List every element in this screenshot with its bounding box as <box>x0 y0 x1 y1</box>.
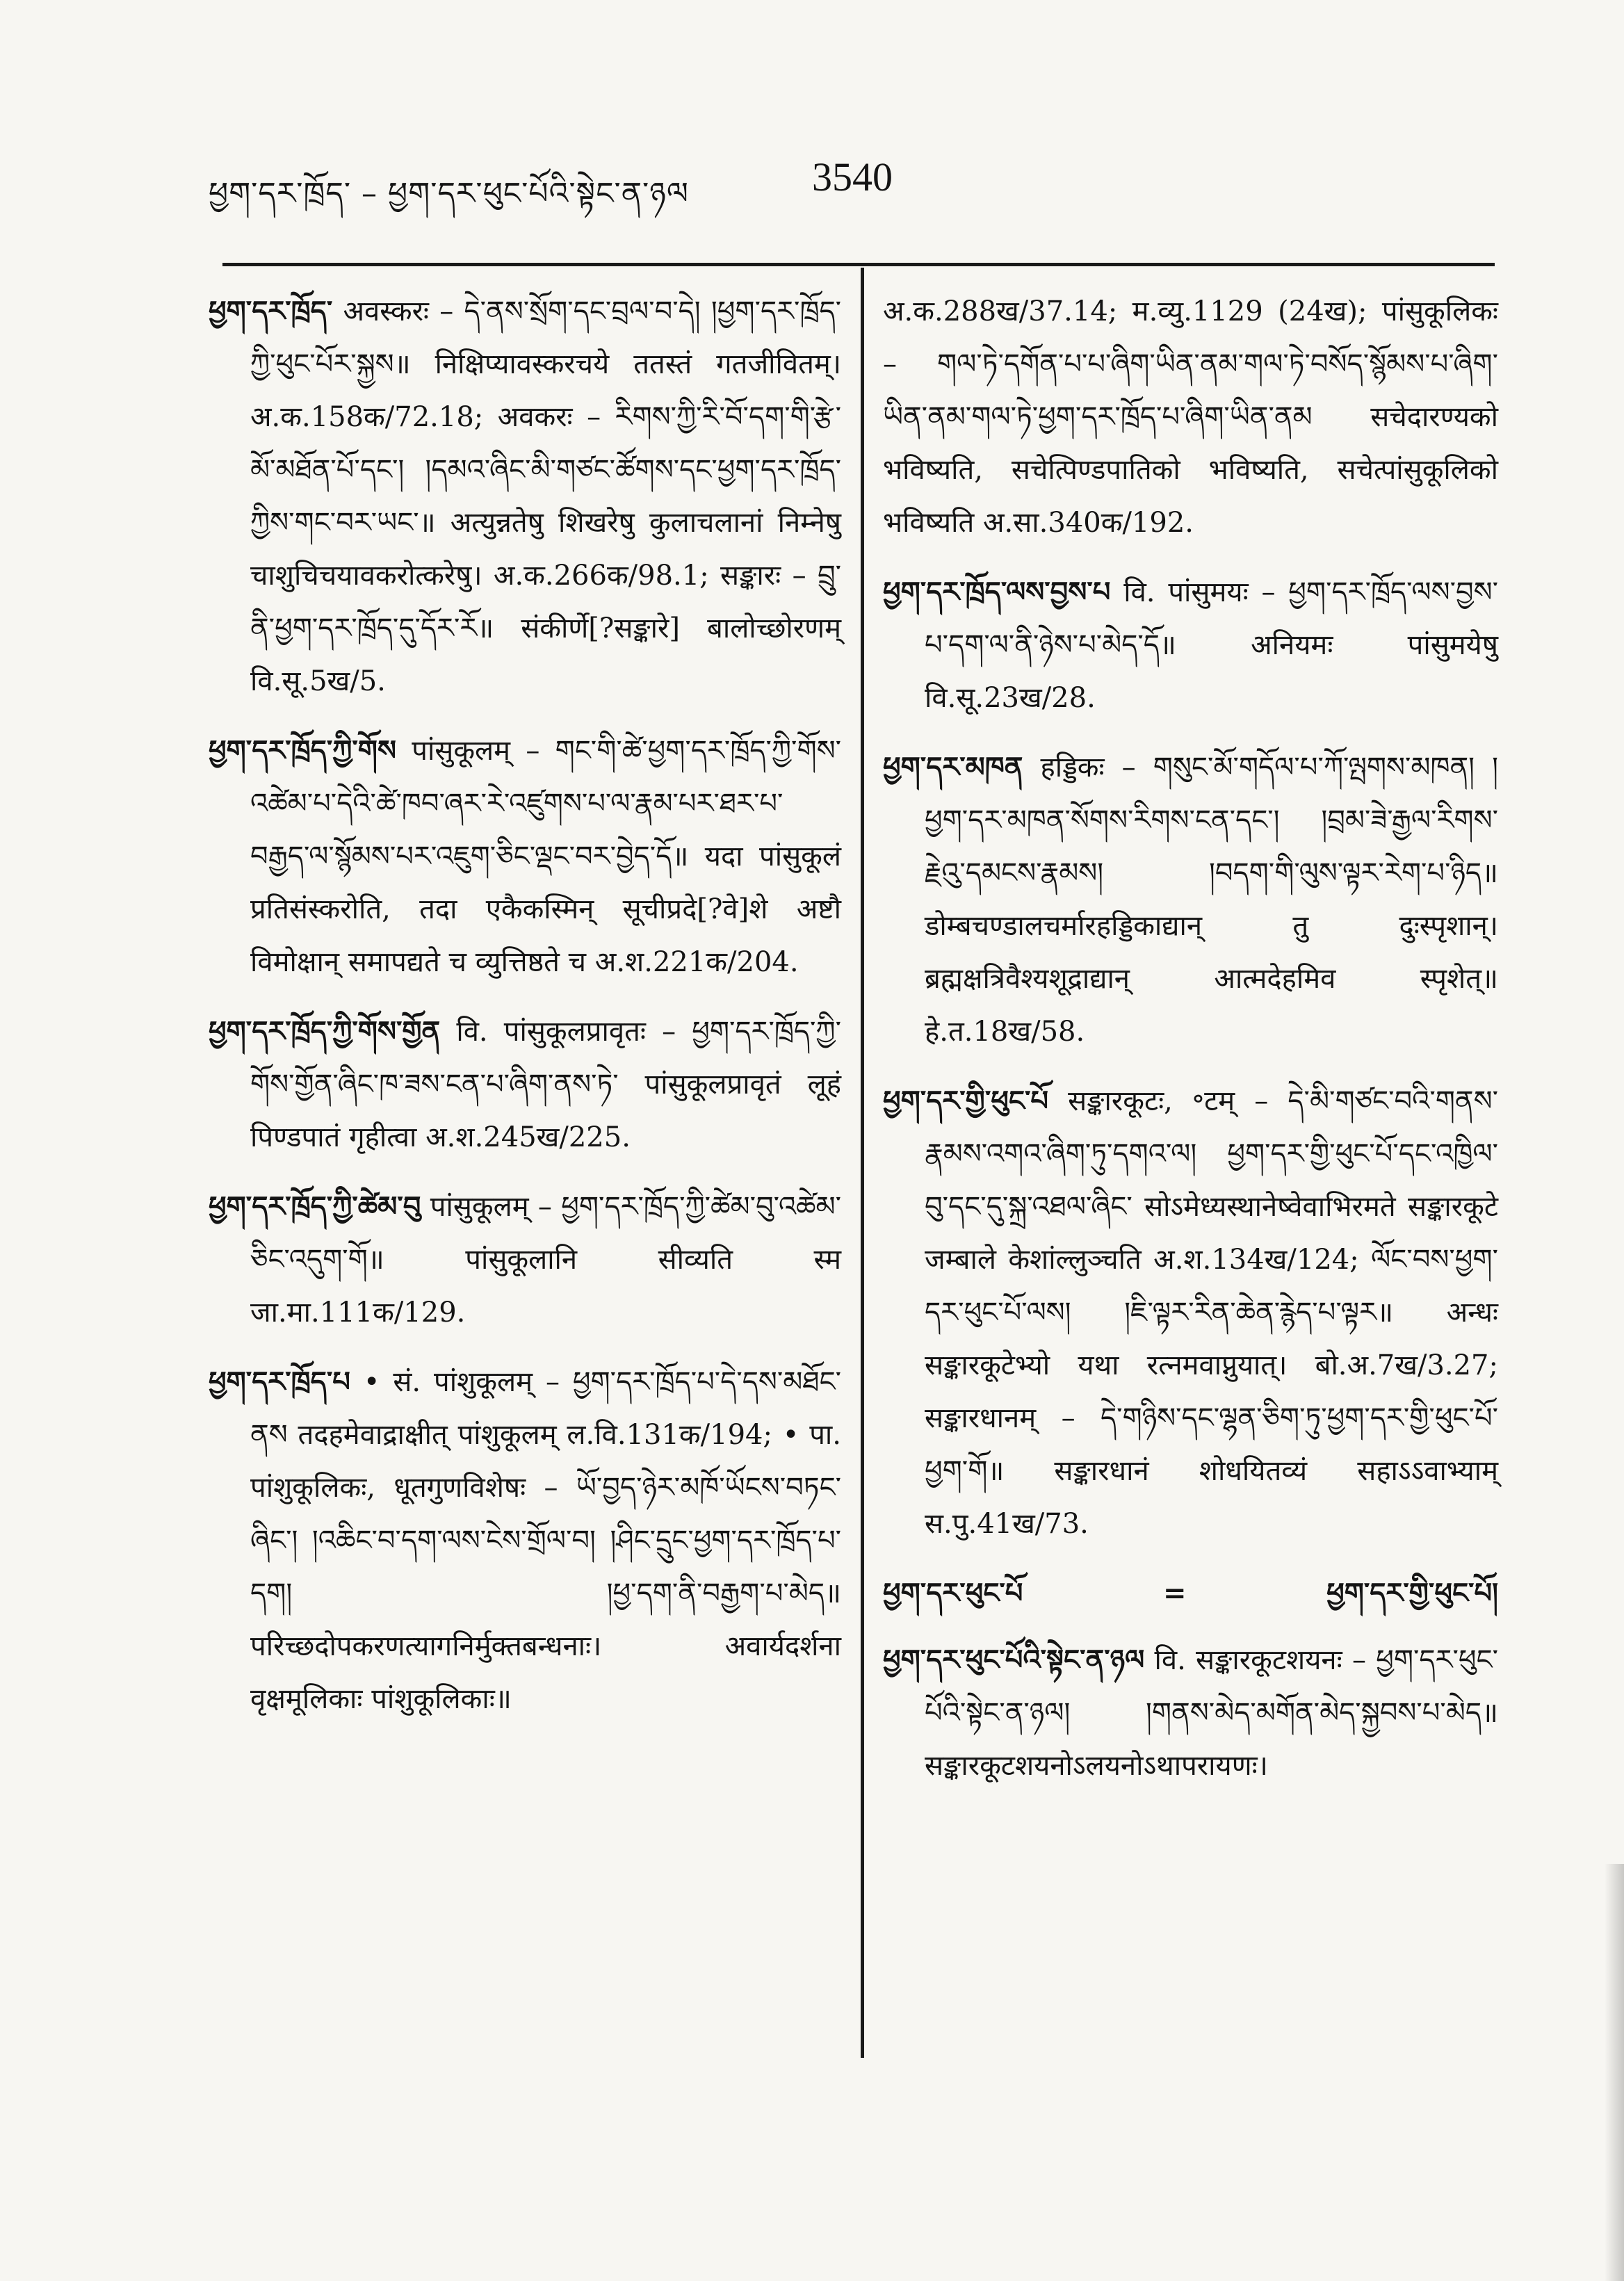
column-divider <box>861 268 864 2058</box>
right-column <box>883 285 1498 1809</box>
dictionary-entry <box>883 1634 1498 1792</box>
entry-text: पांसुकूलम् – ཕྱག་དར་ཁྲོད་ཀྱི་ཚེམ་བུ་འཚེམ་ཅིང་འདུག་གོ॥ पांसुकूलानि सीव्यति स्म जा.मा.111क/129. <box>250 1191 842 1329</box>
entry-text: • सं. पांशुकूलम् – ཕྱག་དར་ཁྲོད་པ་དེ་དས་མཐོང་ནས तदहमेवाद्राक्षीत् पांशुकूलम् ल.वि.131क/194; • पा. पांशुकूलिकः, धूतगुणविशेषः – ཡོ་བྱད་ཉེར་མཁོ་ཡོངས་བཏང་ཞིང་། །འཆིང་བ་དག་ལས་ངེས་གྲོལ་བ། །ཤིང་དྲུང་ཕྱག་དར་ཁྲོད་པ་དག། །ཕྱ་དག་ནི་བརྒྱག་པ་མེད॥ परिच्छदोपकरणत्यागनिर्मुक्तबन्धनाः। अवार्यदर्शना वृक्षमूलिकाः पांशुकूलिकाः॥ <box>250 1366 841 1715</box>
left-column <box>209 285 841 1742</box>
entry-text: वि. पांसुमयः – ཕྱག་དར་ཁྲོད་ལས་བྱས་པ་དག་ལ་ནི་ཉེས་པ་མེད་དོ॥ अनियमः पांसुमयेषु वि.सू.23ख/28. <box>925 576 1499 714</box>
entry-text: सङ्कारकूटः, ॰टम् – དེ་མི་གཙང་བའི་གནས་རྣམས་འགའ་ཞིག་ཏུ་དགའ་ལ། ཕྱག་དར་གྱི་ཕུང་པོ་དང་འཁྱིལ་བུ་དང་དུ་སྐྲ་འཐལ་ཞིང་ सोऽमेध्यस्थानेष्वेवाभिरमते सङ्कारकूटे जम्बाले केशांल्लुञ्चति अ.श.134ख/124; ལོང་བས་ཕྱག་དར་ཕུང་པོ་ལས། །ཇི་ལྟར་རིན་ཆེན་རྙེད་པ་ལྟར॥ अन्धः सङ्कारकूटेभ्यो यथा रत्नमवाप्नुयात्। बो.अ.7ख/3.27; सङ्कारधानम् – དེ་གཉིས་དང་ལྷན་ཅིག་ཏུ་ཕྱག་དར་གྱི་ཕུང་པོ་ཕྱག་གོ॥ सङ्कारधानं शोधयितव्यं सहाऽऽवाभ्याम् स.पु.41ख/73. <box>925 1085 1499 1540</box>
header-rule <box>222 263 1495 266</box>
entry-text: वि. सङ्कारकूटशयनः – ཕྱག་དར་ཕུང་པོའི་སྟེང་ན་ཉལ། །གནས་མེད་མགོན་མེད་སྐྱབས་པ་མེད॥ सङ्कारकूटशयनोऽलयनोऽथापरायणः। <box>925 1644 1498 1782</box>
cross-reference <box>883 1567 1498 1620</box>
xref-to: ཕྱག་དར་གྱི་ཕུང་པོ། <box>1326 1577 1498 1609</box>
dictionary-entry <box>209 285 841 708</box>
entry-text: वि. पांसुकूलप्रावृतः – ཕྱག་དར་ཁྲོད་ཀྱི་གོས་གྱོན་ཞིང་ཁ་ཟས་ངན་པ་ཞིག་ནས་ཏེ་ पांसुकूलप्रावृतं लूहं पिण्डपातं गृहीत्वा अ.श.245ख/225. <box>250 1016 841 1153</box>
page-header <box>209 149 1495 212</box>
entry-continuation <box>883 285 1498 549</box>
entry-text: अवस्करः – དེ་ནས་སྲོག་དང་བྲལ་བ་དེ། །ཕྱག་དར་ཁྲོད་ཀྱི་ཕུང་པོར་སྐྱས॥ निक्षिप्यावस्करचये ततस्तं गतजीवितम्। अ.क.158क/72.18; अवकरः – རིགས་ཀྱི་རི་བོ་དག་གི་རྩེ་མོ་མཐོན་པོ་དང་། །དམའ་ཞིང་མི་གཙང་ཚོགས་དང་ཕྱག་དར་ཁྲོད་ཀྱིས་གང་བར་ཡང་॥ अत्युन्नतेषु शिखरेषु कुलाचलानां निम्नेषु चाशुचिचयावकरोत्करेषु। अ.क.266क/98.1; सङ्कारः – བྲུ་ནི་ཕྱག་དར་ཁྲོད་དུ་དོར་རོ॥ संकीर्णे[?सङ्कारे] बालोच्छोरणम् वि.सू.5ख/5. <box>250 295 842 697</box>
dictionary-entry <box>209 724 841 989</box>
dictionary-entry <box>883 741 1498 1058</box>
entry-headword: ཕྱག་དར་ཁྲོད་ལས་བྱས་པ <box>883 576 1111 608</box>
entry-headword: ཕྱག་དར་མཁན <box>883 751 1023 784</box>
running-head: ཕྱག་དར་ཁྲོད་ – ཕྱག་དར་ཕུང་པོའི་སྟེང་ན་ཉལ <box>209 176 689 211</box>
xref-sign: = <box>1163 1577 1187 1609</box>
entry-headword: ཕྱག་དར་ཁྲོད་ཀྱི་གོས་གྱོན <box>209 1015 441 1048</box>
page-number: 3540 <box>812 154 893 200</box>
entry-headword: ཕྱག་དར་ཁྲོད་ཀྱི་ཚེམ་བུ <box>209 1190 421 1223</box>
dictionary-entry <box>883 1075 1498 1550</box>
entry-headword: ཕྱག་དར་ཁྲོད་ <box>209 295 333 327</box>
dictionary-entry <box>883 566 1498 724</box>
entry-headword: ཕྱག་དར་ཁྲོད་ཀྱི་གོས <box>209 734 396 767</box>
entry-text: हड्डिकः – གསུང་མོ་གདོལ་པ་ཀོ་ལྤགས་མཁན། །ཕྱག་དར་མཁན་སོགས་རིགས་ངན་དང་། །བྲམ་ཟེ་རྒྱལ་རིགས་རྗེའུ་དམངས་རྣམས། །བདག་གི་ལུས་ལྟར་རེག་པ་ཉིད॥ डोम्बचण्डालचर्मारहड्डिकाद्यान् तु दुःस्पृशान्। ब्रह्मक्षत्रिवैश्यशूद्राद्यान् आत्मदेहमिव स्पृशेत्॥ हे.त.18ख/58. <box>925 752 1498 1048</box>
dictionary-entry <box>209 1356 841 1726</box>
dictionary-entry <box>209 1180 841 1339</box>
entry-headword: ཕྱག་དར་གྱི་ཕུང་པོ <box>883 1085 1048 1117</box>
entry-text: अ.क.288ख/37.14; म.व्यु.1129 (24ख); पांसुकूलिकः – གལ་ཏེ་དགོན་པ་པ་ཞིག་ཡིན་ནམ་གལ་ཏེ་བསོད་སྙོམས་པ་ཞིག་ཡིན་ནམ་གལ་ཏེ་ཕྱག་དར་ཁྲོད་པ་ཞིག་ཡིན་ནམ सचेदारण्यको भविष्यति, सचेत्पिण्डपातिको भविष्यति, सचेत्पांसुकूलिको भविष्यति अ.सा.340क/192. <box>883 295 1498 539</box>
entry-headword: ཕྱག་དར་ཁྲོད་པ <box>209 1365 350 1398</box>
entry-text: पांसुकूलम् – གང་གི་ཚེ་ཕྱག་དར་ཁྲོད་ཀྱི་གོས་འཚེམ་པ་དེའི་ཚེ་ཁབ་ཞར་རེ་འཛུགས་པ་ལ་རྣམ་པར་ཐར་པ་བརྒྱད་ལ་སྙོམས་པར་འཇུག་ཅིང་ལྡང་བར་བྱེད་དོ॥ यदा पांसुकूलं प्रतिसंस्करोति, तदा एकैकस्मिन् सूचीप्रदे[?वे]शे अष्टौ विमोक्षान् समापद्यते च व्युत्तिष्ठते च अ.श.221क/204. <box>250 735 842 978</box>
entry-headword: ཕྱག་དར་ཕུང་པོའི་སྟེང་ན་ཉལ <box>883 1643 1145 1676</box>
dictionary-entry <box>209 1005 841 1164</box>
xref-from: ཕྱག་དར་ཕུང་པོ <box>883 1577 1023 1609</box>
scan-edge-shadow <box>1605 1864 1624 2281</box>
